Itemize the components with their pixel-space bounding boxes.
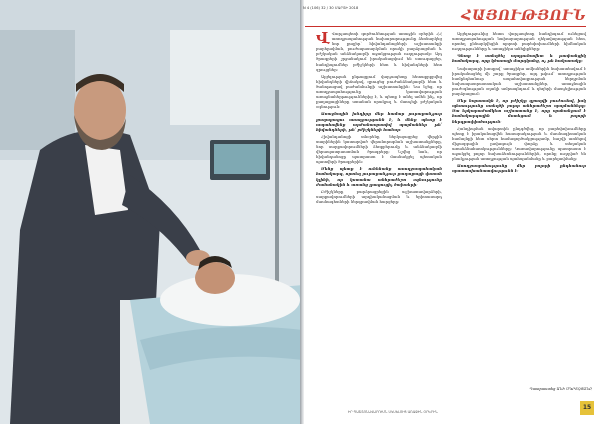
- page-number: 15: [580, 401, 594, 415]
- paragraph: Հիվանդանոցի տնօրենը ներկայացրեց վերջին տարիներին կատարված վերանորոգման աշխատանքները, նոր սարքավորումների ձեռքբերումը և անձնակազմի վերապատրաստման ծրագրերը։ Նշվեց նաև, որ հիվանդանոցը պատրաստ է մասնակցել պետական պատվերի ծրագրերին։: [316, 133, 442, 165]
- quote-paragraph: Առաջնային խնդիրը մեր համար յուրաքանչյուր քաղաքացու առողջությունն է, և մենք պետք է ապահովենք արժանապատիվ պայմաններ թե՛ հիվանդների, թե՛ բժիշկների համար։: [316, 111, 442, 132]
- paragraph: Այցելությունից հետո վարչապետը հանդիպում ունեցավ առողջապահության նախարարության ղեկավարության հետ, որտեղ քննարկվեցին ոլորտի բարեփոխումների հիմնական ուղղությունները և առաջիկա անելիքները։: [452, 31, 586, 52]
- quote-paragraph: Մենք պետք է ունենանք առողջապահական համակարգ, որտեղ յուրաքանչյուր քաղաքացի վստահ կլինի, որ կստանա անհրաժեշտ օգնությունը ժամանակին և առանց լրացուցիչ ծախսերի։: [316, 166, 442, 187]
- quote-paragraph: Պետք է ստեղծել արդյունավետ և թափանցիկ համակարգ, որը կծառայի մարդկանց, ոչ թե հակառակը։: [452, 53, 586, 64]
- paragraph: Այցելության ընթացքում վարչապետը հետաքրքրվեց հիվանդների վիճակով, զրուցեց բուժանձնակազմի հետ և ծանոթացավ բաժանմունքի աշխատանքին։ Նա նշեց, որ առողջապահությունը կառավարության առաջնահերթություններից է, և պետք է անել ամեն ինչ, որ քաղաքացիները ստանան որակյալ և մատչելի բժշկական օգնություն։: [316, 73, 442, 110]
- article-column-2: [452, 31, 586, 175]
- author-byline: Պատրաստեց ԱՆԻ ՄԿՐՏՉՅԱՆԸ: [529, 387, 592, 391]
- magazine-brand: ՀԱՅՈՒԹՅՈՒՆ: [461, 8, 586, 24]
- page-footer: ԻՐ ՊԱՇՏՈՆԱՎԱՐՈՒՄՆ ՍԿՍԵԼՈՒՑ ԱՌԱՋԻՆ ՕՐԵՐԻՆ: [348, 410, 438, 414]
- header-rule: [305, 26, 586, 27]
- drop-cap: Վ: [316, 29, 330, 47]
- issue-header: N 4 (106) 32 / 30 ՄԱՐՏԻ 2018: [303, 6, 359, 10]
- quote-paragraph: Առողջապահությունը մեր բոլորի ընդհանուր պատասխանատվությունն է։: [452, 163, 586, 174]
- intro-paragraph: Վարչապետի գործունեության առաջին օրերին ՀՀ առողջապահության նախարարությունը ձեռնարկեց նոր քայլեր՝ հիվանդանոցների աշխատանքի բարելավման, բուժսպասարկման որակի բարձրացման և բժշկական անձնակազմի աջակցության ուղղությամբ։ Այդ ծրագրերի շրջանակում իրականացվում են ստուգայցեր, հանդիպումներ բժիշկների հետ և հիվանդների հետ զրույցներ։: [316, 31, 442, 72]
- article-column-1: [316, 31, 442, 206]
- paragraph: Նախարարի խոսքով՝ առաջիկա ամիսներին նախատեսվում է իրականացնել մի շարք ծրագրեր, այդ թվում՝ առողջության համընդհանուր ապահովագրության ներդրման նախապատրաստական աշխատանքներ, առաջնային բուժօգնության օղակի ամրապնդում և դեղերի մատչելիության բարձրացում։: [452, 65, 586, 97]
- paragraph: Հանդիպման ավարտին ընդգծվեց, որ բարեփոխումները պետք է իրականացվեն հասարակության և մասնագիտական համայնքի հետ սերտ համագործակցությամբ, հաշվի առնելով միջազգային լավագույն փորձը և տեղական առանձնահատկությունները։ Կառավարությունը պատրաստ է աջակցել բոլոր նախաձեռնություններին, որոնք ուղղված են բնակչության առողջության պահպանմանը և բարելավմանը։: [452, 125, 586, 162]
- quote-paragraph: Մեր նպատակն է, որ բժիշկը զբաղվի բուժումով, իսկ պետությունը ստեղծի բոլոր անհրաժեշտ պայմանները։ Սա երկարաժամկետ աշխատանք է, որը պահանջում է համակարգային մոտեցում և բոլորի ներգրավվածություն։: [452, 98, 586, 124]
- paragraph: Բժիշկները բարձրացրեցին աշխատավարձերի, սարքավորումների արդիականացման և երիտասարդ մասնագետների ներգրավման հարցերը։: [316, 188, 442, 204]
